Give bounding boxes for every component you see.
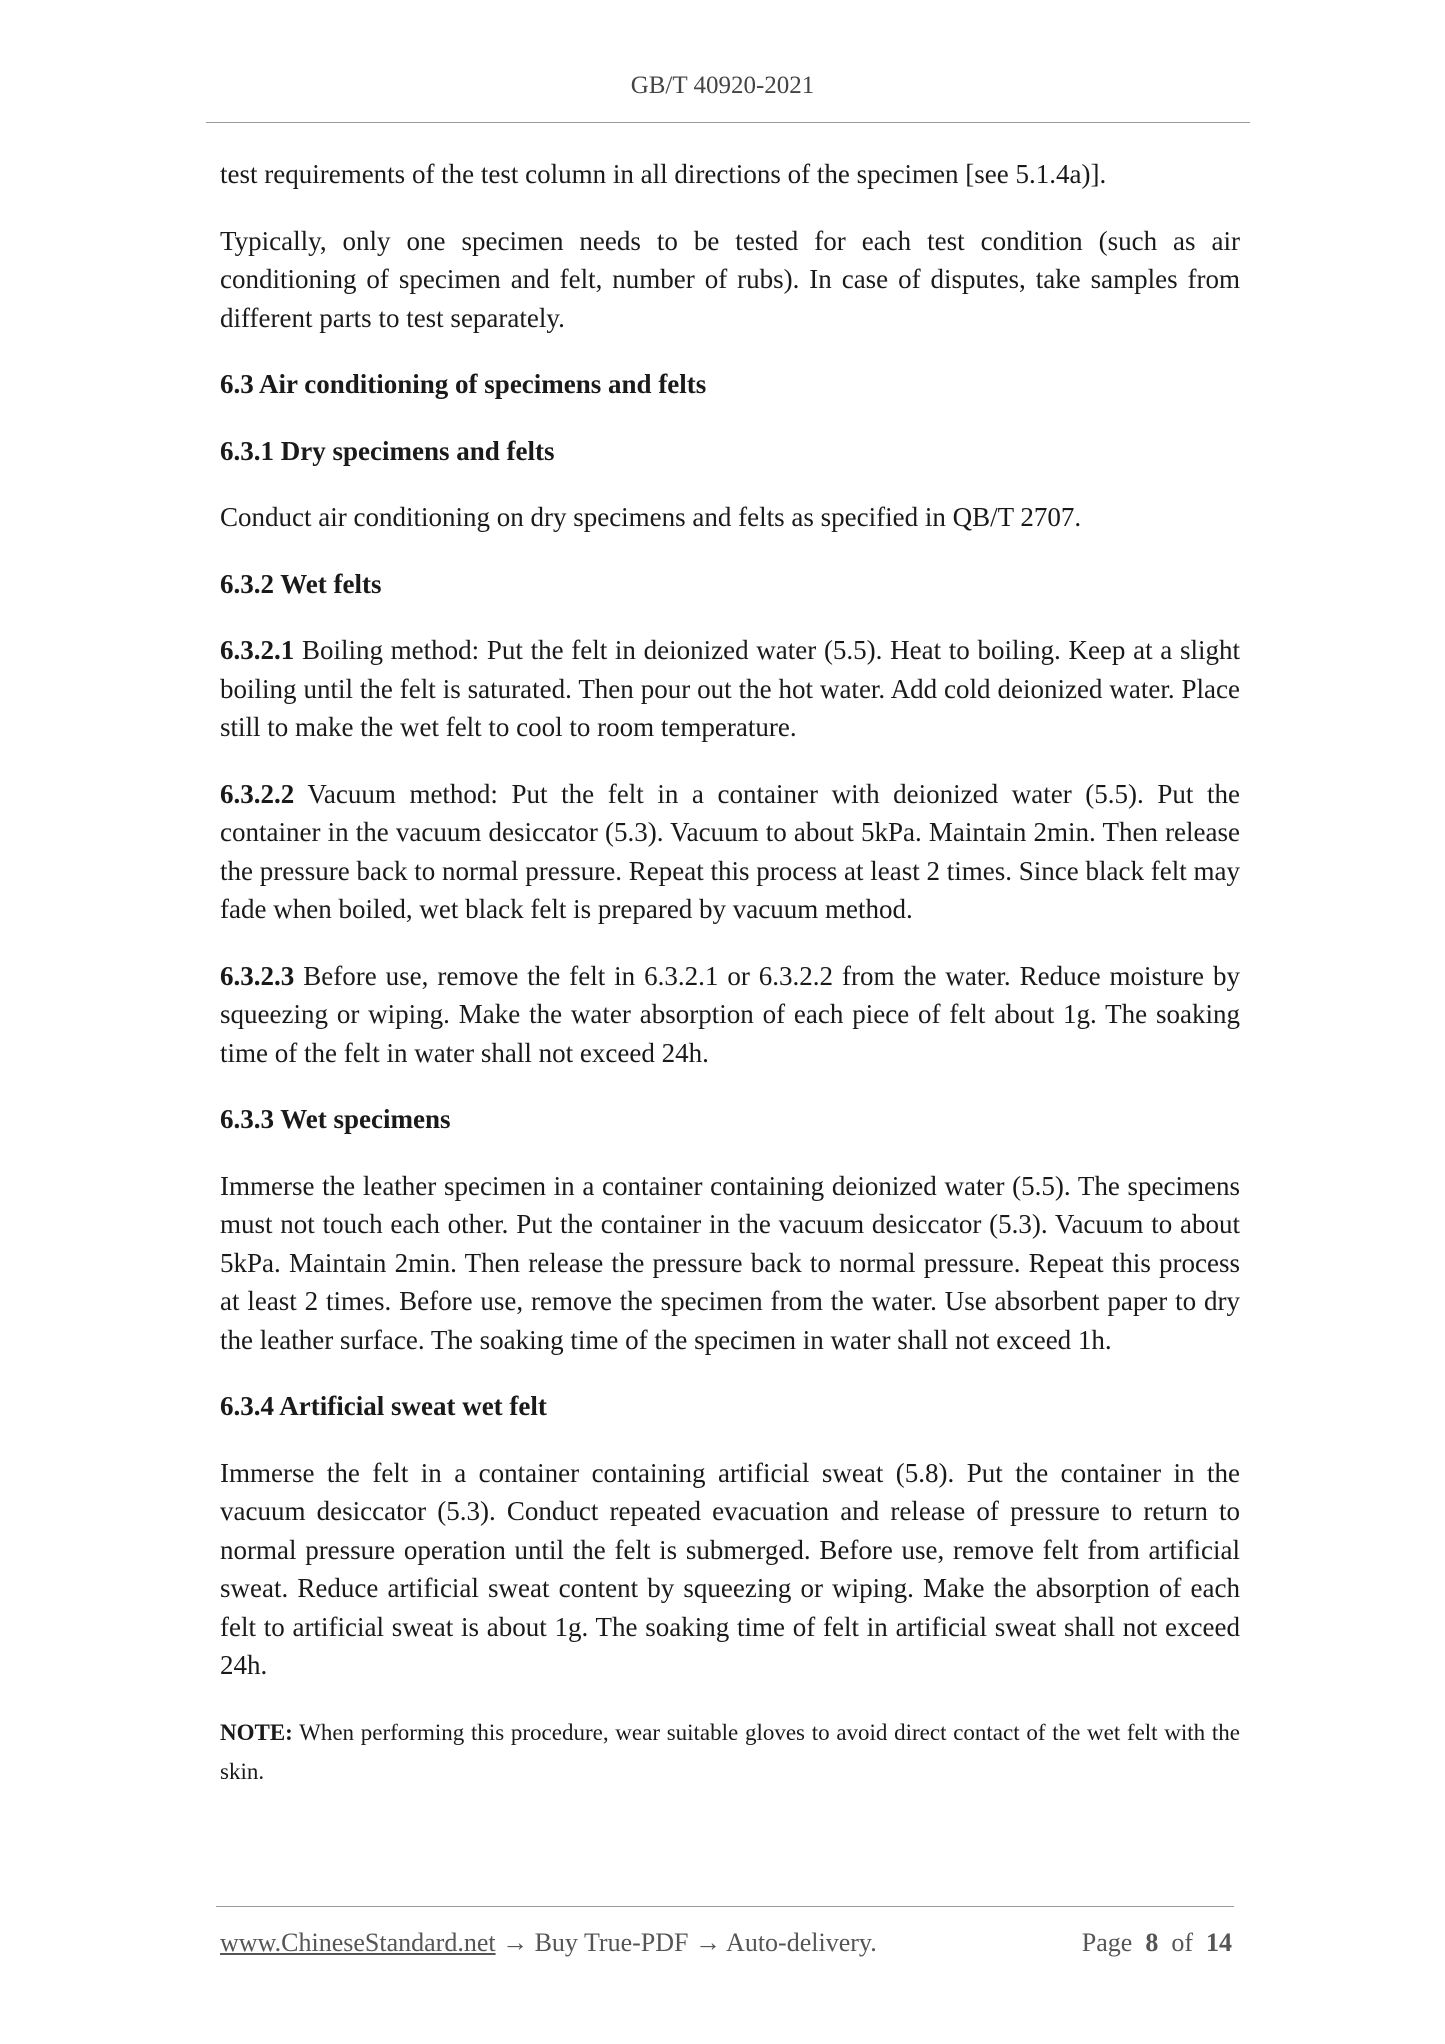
footer-promo <box>220 1928 877 1958</box>
section-heading-6-3-4: 6.3.4 Artificial sweat wet felt <box>220 1391 547 1421</box>
page-number <box>1082 1928 1232 1958</box>
footer-divider <box>216 1906 1234 1907</box>
section-heading-6-3-2: 6.3.2 Wet felts <box>220 568 382 599</box>
paragraph-continuation: test requirements of the test column in all directions of the specimen [see 5.1.4a)]. <box>220 159 1107 189</box>
paragraph-6-3-2-1 <box>220 631 1240 747</box>
clause-text-6-3-2-1: Boiling method: Put the felt in deionized water (5.5). Heat to boiling. Keep at a slight boiling until the felt is saturated. Then pour out the hot water. Add cold deionized water. Place still to make the wet felt to cool to room temperature. <box>220 635 1240 742</box>
page-total: 14 <box>1206 1928 1232 1957</box>
section-heading-6-3: 6.3 Air conditioning of specimens and felts <box>220 369 707 399</box>
clause-number-6-3-2-3: 6.3.2.3 <box>220 960 295 991</box>
page-current: 8 <box>1145 1928 1159 1957</box>
clause-number-6-3-2-2: 6.3.2.2 <box>220 778 295 809</box>
paragraph-6-3-1: Conduct air conditioning on dry specimens and felts as specified in QB/T 2707. <box>220 502 1082 532</box>
page-of: of <box>1171 1928 1193 1957</box>
section-heading-6-3-3: 6.3.3 Wet specimens <box>220 1104 451 1134</box>
page-header <box>0 72 1445 100</box>
header-divider <box>206 122 1250 123</box>
clause-number-6-3-2-1: 6.3.2.1 <box>220 635 295 665</box>
paragraph-6-3-2-3 <box>220 957 1240 1073</box>
document-code: GB/T 40920-2021 <box>630 72 815 99</box>
page-label: Page <box>1081 1928 1133 1957</box>
clause-text-6-3-2-3: Before use, remove the felt in 6.3.2.1 or 6.3.2.2 from the water. Reduce moisture by squeezing or wiping. Make the water absorption of each piece of felt about 1g. The soaking time of the felt in water shall not exceed 24h. <box>220 960 1240 1068</box>
note-label: NOTE: <box>220 1719 293 1745</box>
note <box>220 1713 1240 1791</box>
paragraph-typically: Typically, only one specimen needs to be tested for each test condition (such as air conditioning of specimen and felt, number of rubs). In case of disputes, take samples from different parts to test separately. <box>220 225 1240 333</box>
footer-tagline: → Buy True-PDF → Auto-delivery. <box>495 1928 877 1957</box>
paragraph-6-3-4: Immerse the felt in a container containing artificial sweat (5.8). Put the container in the vacuum desiccator (5.3). Conduct repeated evacuation and release of pressure to return to normal pressure operation until the felt is submerged. Before use, remove felt from artificial sweat. Reduce artificial sweat content by squeezing or wiping. Make the absorption of each felt to artificial sweat is about 1g. The soaking time of felt in artificial sweat shall not exceed 24h. <box>220 1457 1240 1680</box>
website-link[interactable]: www.ChineseStandard.net <box>220 1928 496 1957</box>
clause-text-6-3-2-2: Vacuum method: Put the felt in a container with deionized water (5.5). Put the container in the vacuum desiccator (5.3). Vacuum to about 5kPa. Maintain 2min. Then release the pressure back to normal pressure. Repeat this process at least 2 times. Since black felt may fade when boiled, wet black felt is prepared by vacuum method. <box>220 778 1240 924</box>
paragraph-6-3-3: Immerse the leather specimen in a container containing deionized water (5.5). The specimens must not touch each other. Put the container in the vacuum desiccator (5.3). Vacuum to about 5kPa. Maintain 2min. Then release the pressure back to normal pressure. Repeat this process at least 2 times. Before use, remove the specimen from the water. Use absorbent paper to dry the leather surface. The soaking time of the specimen in water shall not exceed 1h. <box>220 1170 1240 1355</box>
document-body <box>220 155 1240 1791</box>
note-text: When performing this procedure, wear suitable gloves to avoid direct contact of the wet felt with the skin. <box>220 1719 1240 1784</box>
paragraph-6-3-2-2 <box>220 775 1240 929</box>
section-heading-6-3-1: 6.3.1 Dry specimens and felts <box>220 435 555 466</box>
